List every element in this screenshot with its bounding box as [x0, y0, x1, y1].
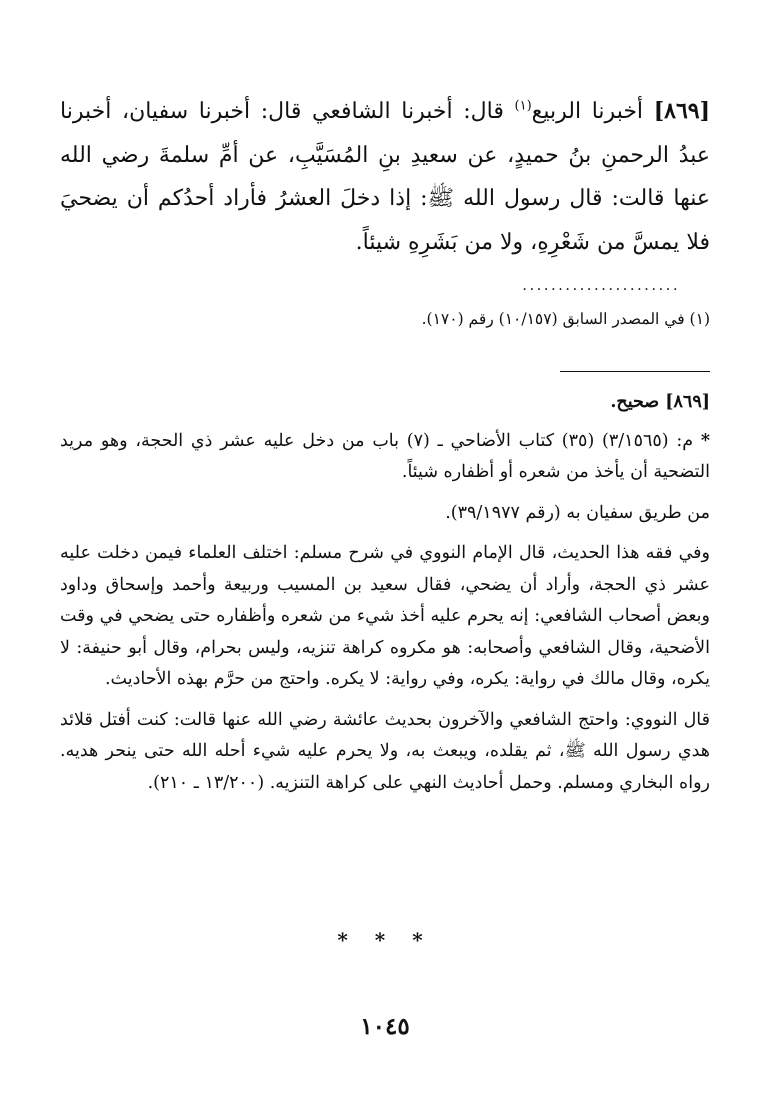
commentary-fiqh: وفي فقه هذا الحديث، قال الإمام النووي في شرح مسلم: اختلف العلماء فيمن دخلت عليه عشر ذي الحجة، وأراد أن يضحي، فقال سعيد بن المسيب وربيعة وأحمد وإسحاق وداود وبعض أصحاب الشافعي: إنه يحرم عليه أخذ شيء من شعره وأظفاره حتى يضحي في وقت الأضحية، وقال الشافعي وأصحابه: هو مكروه كراهة تنزيه، وليس بحرام، وقال أبو حنيفة: لا يكره، وقال مالك في رواية: يكره، وفي رواية: لا يكره. واحتج من حرَّم بهذه الأحاديث. [60, 543, 710, 689]
section-end-marks: * * * [337, 928, 433, 952]
source-star: * [700, 430, 711, 451]
commentary [60, 387, 710, 808]
hadith-paragraph [60, 90, 710, 264]
commentary-route: من طريق سفيان به (رقم ٣٩/١٩٧٧). [445, 502, 710, 523]
footnote: (١) في المصدر السابق (١٠/١٥٧) رقم (١٧٠). [421, 310, 710, 328]
commentary-source [60, 426, 710, 489]
commentary-heading: [٨٦٩] صحيح. [610, 392, 710, 412]
page-number: ١٠٤٥ [360, 1013, 410, 1040]
hadith-number: [٨٦٩] [653, 98, 710, 124]
footnote-separator: ...................... [522, 276, 680, 294]
commentary-nawawi: قال النووي: واحتج الشافعي والآخرون بحديث عائشة رضي الله عنها قالت: كنت أفتل قلائد هدي رسول الله ﷺ، ثم يقلده، ويبعث به، ولا يحرم عليه شيء أحله الله حتى ينحر هديه. رواه البخاري ومسلم. وحمل أحاديث النهي على كراهة التنزيه. (١٣/٢٠٠ ـ ٢١٠). [60, 709, 710, 793]
hadith-text-part1: أخبرنا الربيع [531, 99, 654, 124]
hadith-text-part2: قال: أخبرنا الشافعي قال: أخبرنا سفيان، أخبرنا عبدُ الرحمنِ بنُ حميدٍ، عن سعيدِ بنِ المُسَيَّبِ، عن أمِّ سلمةَ رضي الله عنها قالت: قال رسول الله ﷺ: إذا دخلَ العشرُ فأراد أحدُكم أن يضحيَ فلا يمسَّ من شَعْرِهِ، ولا من بَشَرِهِ شيئاً. [60, 99, 710, 255]
footnote-marker: (١) [514, 98, 532, 114]
source-text: م: (٣/١٥٦٥) (٣٥) كتاب الأضاحي ـ (٧) باب من دخل عليه عشر ذي الحجة، وهو مريد التضحية أن يأخذ من شعره أو أظفاره شيئاً. [60, 430, 710, 482]
hadith-text [60, 90, 710, 264]
commentary-divider [560, 371, 710, 372]
